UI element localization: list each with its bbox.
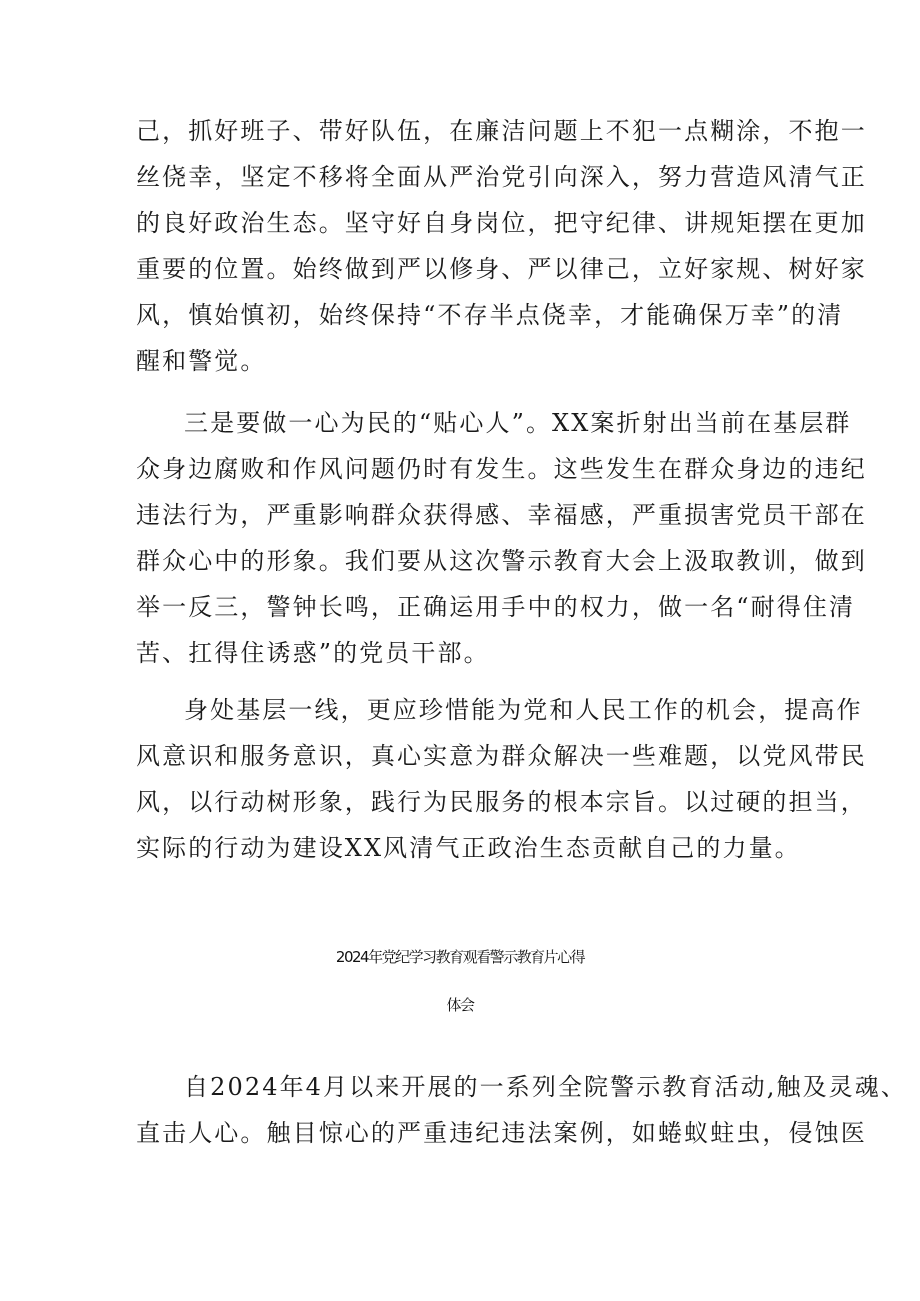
text-line: 众身边腐败和作风问题仍时有发生。这些发生在群众身边的违纪: [136, 455, 867, 483]
text-line: 风，慎始慎初，始终保持“不存半点侥幸，才能确保万幸”的清: [136, 301, 844, 329]
text-line: 自2024年4月以来开展的一系列全院警示教育活动,触及灵魂、: [184, 1073, 907, 1101]
text-line: 三是要做一心为民的“贴心人”。XX案折射出当前在基层群: [184, 409, 852, 437]
text-line: 直击人心。触目惊心的严重违纪违法案例，如蜷蚁蛀虫，侵蚀医: [136, 1119, 867, 1147]
text-line: 群众心中的形象。我们要从这次警示教育大会上汲取教训，做到: [136, 547, 867, 575]
text-line: 举一反三，警钟长鸣，正确运用手中的权力，做一名“耐得住清: [136, 593, 856, 621]
text-line: 实际的行动为建设XX风清气正政治生态贡献自己的力量。: [136, 834, 801, 862]
text-line: 身处基层一线，更应珍惜能为党和人民工作的机会，提高作: [184, 696, 863, 724]
text-line: 苦、扛得住诱惑”的党员干部。: [136, 639, 490, 667]
text-line: 违法行为，严重影响群众获得感、幸福感，严重损害党员干部在: [136, 501, 867, 529]
text-line: 丝侥幸，坚定不移将全面从严治党引向深入，努力营造风清气正: [136, 163, 867, 191]
text-line: 风意识和服务意识，真心实意为群众解决一些难题，以党风带民: [136, 742, 867, 770]
text-line: 的良好政治生态。坚守好自身岗位，把守纪律、讲规矩摆在更加: [136, 209, 867, 237]
text-line: 己，抓好班子、带好队伍，在廉洁问题上不犯一点糊涂，不抱一: [136, 117, 867, 145]
text-line: 重要的位置。始终做到严以修身、严以律己，立好家规、树好家: [136, 255, 867, 283]
heading-line: 2024年党纪学习教育观看警示教育片心得: [335, 948, 585, 966]
text-line: 风，以行动树形象，践行为民服务的根本宗旨。以过硬的担当，: [136, 788, 867, 816]
text-line: 醒和警觉。: [136, 347, 267, 375]
heading-line: 体会: [446, 996, 474, 1014]
